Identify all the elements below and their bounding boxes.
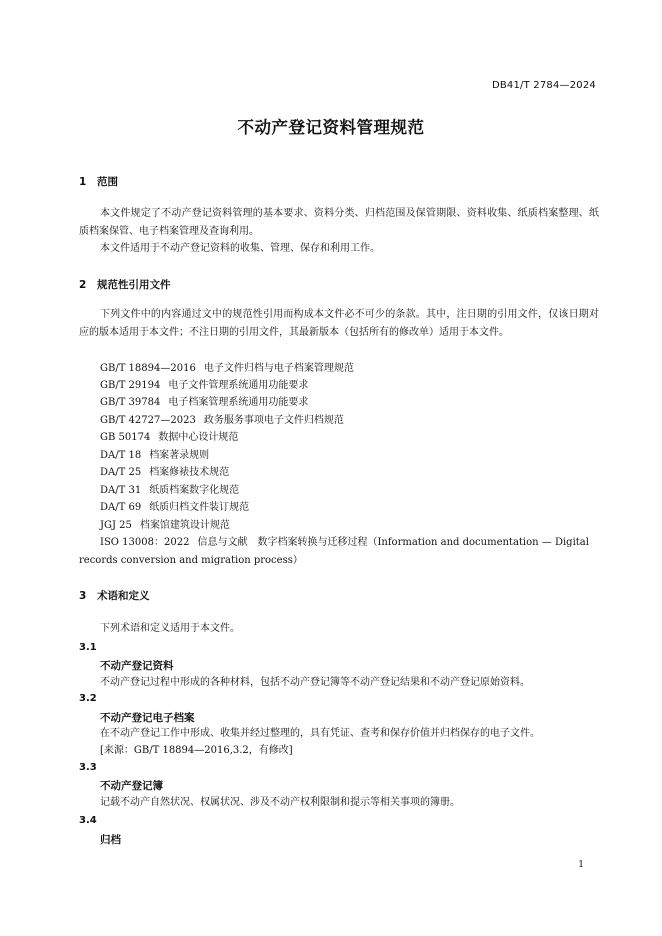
reference-title: 电子档案管理系统通用功能要求 xyxy=(168,397,309,408)
term-definition: 记载不动产自然状况、权属状况、涉及不动产权利限制和提示等相关事项的簿册。 xyxy=(100,797,460,808)
term-number: 3.2 xyxy=(79,693,97,704)
reference-code: DA/T 25 xyxy=(100,467,142,478)
term-definition: 不动产登记过程中形成的各种材料，包括不动产登记簿等不动产登记结果和不动产登记原始资料。 xyxy=(100,677,530,688)
term-number: 3.1 xyxy=(79,642,97,653)
section-number: 2 xyxy=(79,279,87,291)
reference-item xyxy=(100,464,229,482)
section-heading-scope xyxy=(79,174,118,189)
term-name: 不动产登记簿 xyxy=(100,780,163,792)
scope-paragraph: 本文件规定了不动产登记资料管理的基本要求、资料分类、归档范围及保管期限、资料收集、纸质档案整理、纸质档案保管、电子档案管理及查询利用。 xyxy=(79,208,599,237)
reference-title: 数据中心设计规范 xyxy=(158,432,239,443)
reference-title: 信息与文献 数字档案转换与迁移过程（Information and documentation — Digital records conversion and migration process） xyxy=(79,537,589,566)
term-number: 3.4 xyxy=(79,815,97,826)
reference-title: 电子文件归档与电子档案管理规范 xyxy=(203,363,354,374)
reference-item xyxy=(100,360,354,378)
section-title: 规范性引用文件 xyxy=(97,279,171,291)
reference-item xyxy=(100,412,344,430)
reference-item xyxy=(100,517,230,535)
reference-title: 档案馆建筑设计规范 xyxy=(139,520,230,531)
section-number: 1 xyxy=(79,176,87,188)
reference-title: 政务服务事项电子文件归档规范 xyxy=(203,415,344,426)
reference-item xyxy=(79,534,599,569)
normative-references-intro: 下列文件中的内容通过文中的规范性引用而构成本文件必不可少的条款。其中，注日期的引用文件，仅该日期对应的版本适用于本文件；不注日期的引用文件，其最新版本（包括所有的修改单）适用于本文件。 xyxy=(79,309,599,338)
reference-code: GB/T 42727—2023 xyxy=(100,415,196,426)
section-heading-terms xyxy=(79,588,150,603)
section-title: 术语和定义 xyxy=(97,590,150,602)
reference-title: 档案著录规则 xyxy=(149,450,210,461)
reference-title: 纸质档案数字化规范 xyxy=(149,485,240,496)
reference-code: ISO 13008：2022 xyxy=(100,537,190,548)
term-name: 归档 xyxy=(100,834,121,846)
reference-item xyxy=(100,447,209,465)
reference-title: 档案修裱技术规范 xyxy=(149,467,230,478)
page-number: 1 xyxy=(578,860,584,870)
reference-item xyxy=(100,482,239,500)
reference-item xyxy=(100,499,249,517)
reference-code: DA/T 69 xyxy=(100,502,142,513)
term-definition: 在不动产登记工作中形成、收集并经过整理的，具有凭证、查考和保存价值并归档保存的电子文件。 xyxy=(100,728,540,739)
reference-item xyxy=(100,394,308,412)
reference-title: 纸质归档文件装订规范 xyxy=(149,502,250,513)
reference-code: DA/T 31 xyxy=(100,485,142,496)
document-code: DB41/T 2784—2024 xyxy=(491,80,596,91)
reference-item xyxy=(100,377,308,395)
scope-paragraph: 本文件适用于不动产登记资料的收集、管理、保存和利用工作。 xyxy=(100,243,380,254)
reference-code: JGJ 25 xyxy=(100,520,132,531)
section-title: 范围 xyxy=(97,176,118,188)
term-source: [来源：GB/T 18894—2016,3.2，有修改] xyxy=(100,745,293,756)
document-title: 不动产登记资料管理规范 xyxy=(237,118,425,137)
term-number: 3.3 xyxy=(79,762,97,773)
reference-code: GB/T 39784 xyxy=(100,397,161,408)
reference-item xyxy=(100,429,238,447)
reference-code: GB/T 29194 xyxy=(100,380,161,391)
terms-intro: 下列术语和定义适用于本文件。 xyxy=(100,623,240,634)
term-name: 不动产登记电子档案 xyxy=(100,712,195,724)
reference-title: 电子文件管理系统通用功能要求 xyxy=(168,380,309,391)
section-heading-normative-references xyxy=(79,277,171,292)
reference-code: DA/T 18 xyxy=(100,450,142,461)
section-number: 3 xyxy=(79,590,87,602)
reference-code: GB/T 18894—2016 xyxy=(100,363,196,374)
reference-code: GB 50174 xyxy=(100,432,151,443)
term-name: 不动产登记资料 xyxy=(100,660,174,672)
